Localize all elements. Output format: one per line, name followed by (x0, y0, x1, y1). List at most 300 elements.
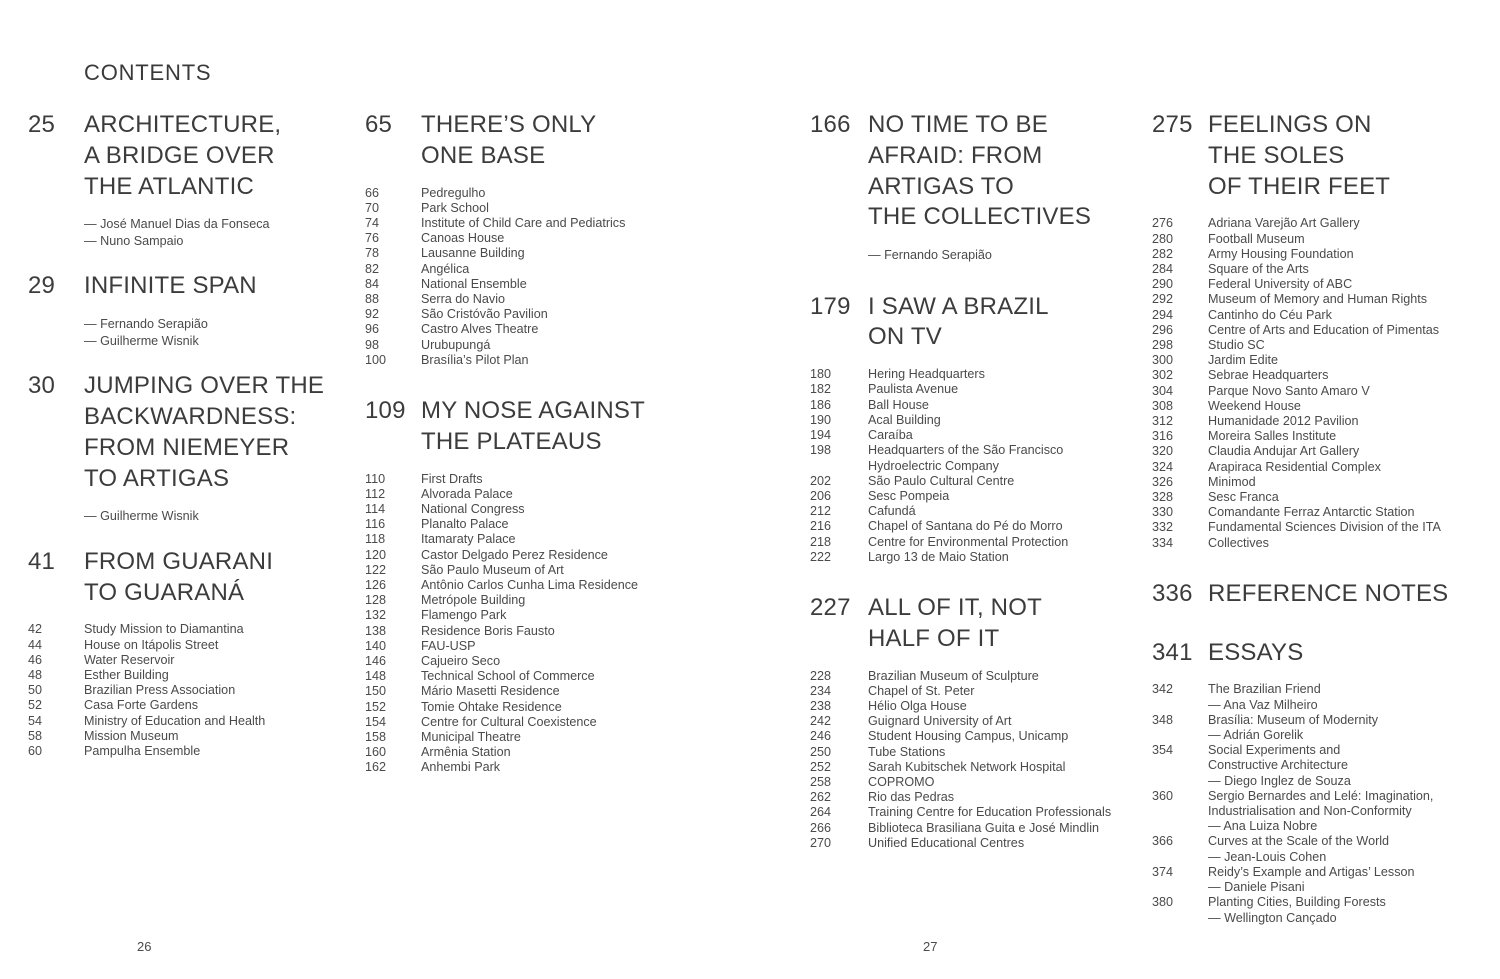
toc-entry (365, 730, 743, 745)
toc-entry (365, 684, 743, 699)
toc-section (28, 547, 358, 759)
toc-entry (1152, 460, 1494, 475)
toc-entry (1152, 865, 1494, 895)
entry-title (1208, 475, 1256, 490)
toc-entry (365, 502, 743, 517)
toc-entry (810, 382, 1148, 397)
entry-title-line: Anhembi Park (421, 760, 501, 775)
author-name: — José Manuel Dias da Fonseca (84, 217, 270, 232)
entry-title (421, 353, 529, 368)
entry-page-number: 324 (1152, 459, 1174, 474)
toc-entry (365, 246, 743, 261)
entry-title-line: Biblioteca Brasiliana Guita e José Mindlin (868, 820, 1100, 835)
toc-entry (1152, 475, 1494, 490)
toc-section (28, 110, 358, 249)
toc-entry (810, 729, 1148, 744)
entry-title (421, 292, 505, 307)
entry-title (421, 517, 509, 532)
entry-title-line: São Paulo Cultural Centre (868, 473, 1015, 488)
toc-entry (28, 729, 358, 744)
entry-title-line: National Congress (421, 502, 525, 517)
entry-title-line: Chapel of St. Peter (868, 683, 975, 698)
entry-title (1208, 460, 1381, 475)
entry-page-number: 348 (1152, 712, 1174, 727)
entry-title (1208, 682, 1321, 712)
entry-page-number: 316 (1152, 429, 1174, 444)
toc-entry (1152, 682, 1494, 712)
toc-entry (1152, 895, 1494, 925)
entry-page-number: 50 (28, 683, 43, 698)
toc-entry (28, 653, 358, 668)
entry-title-line: Sesc Pompeia (868, 488, 950, 503)
entry-title-line: Mário Masetti Residence (421, 684, 560, 699)
toc-section (1152, 638, 1494, 926)
entry-page-number: 118 (365, 532, 386, 547)
section-heading (28, 110, 358, 202)
entry-page-number: 46 (28, 652, 43, 667)
entry-title-line: São Cristóvão Pavilion (421, 307, 548, 322)
entry-title (868, 790, 954, 805)
entry-title (421, 487, 513, 502)
entry-page-number: 354 (1152, 743, 1174, 758)
entry-title-line: Brazilian Museum of Sculpture (868, 668, 1039, 683)
entry-title-line: Square of the Arts (1208, 262, 1309, 276)
section-title (84, 110, 281, 202)
entry-title (868, 805, 1111, 820)
toc-entry (810, 519, 1148, 534)
toc-entry (365, 563, 743, 578)
toc-section (1152, 579, 1494, 610)
entry-title-line: Planting Cities, Building Forests (1208, 895, 1386, 910)
entry-title-line: Centre for Environmental Protection (868, 534, 1069, 549)
author-name: — Guilherme Wisnik (84, 333, 199, 348)
entry-page-number: 380 (1152, 895, 1174, 910)
entry-title-line: Esther Building (84, 668, 169, 683)
entry-page-number: 312 (1152, 414, 1174, 429)
section-entries (28, 622, 358, 759)
section-title-line: A BRIDGE OVER (84, 141, 275, 169)
entry-page-number: 58 (28, 728, 43, 743)
toc-entry (810, 367, 1148, 382)
entry-page-number: 140 (365, 638, 387, 653)
entry-title (421, 277, 527, 292)
entry-title-line: Headquarters of the São Francisco (868, 443, 1064, 458)
entry-title-line: Technical School of Commerce (421, 669, 595, 684)
entry-page-number: 150 (365, 684, 387, 699)
section-start-page: 41 (28, 547, 56, 575)
page-number-left: 26 (137, 939, 152, 954)
entry-title-line: — Jean-Louis Cohen (1208, 849, 1327, 864)
section-title-line: THE ATLANTIC (84, 172, 254, 200)
entry-title-line: Cantinho do Céu Park (1208, 307, 1332, 322)
entry-page-number: 320 (1152, 444, 1174, 459)
entry-title-line: Sarah Kubitschek Network Hospital (868, 759, 1066, 774)
toc-entry (28, 638, 358, 653)
section-start-page: 25 (28, 111, 56, 138)
entry-page-number: 42 (28, 622, 43, 637)
section-title-line: AFRAID: FROM (868, 141, 1043, 169)
section-heading (810, 593, 1148, 655)
entry-page-number: 228 (810, 668, 832, 683)
section-start-page: 166 (810, 111, 851, 138)
entry-title (1208, 247, 1354, 262)
entry-title (421, 760, 500, 775)
entry-page-number: 302 (1152, 368, 1174, 383)
entry-title (868, 699, 967, 714)
author-name: — Nuno Sampaio (84, 233, 184, 248)
entry-page-number: 284 (1152, 262, 1174, 276)
entry-title-line: Rio das Pedras (868, 790, 955, 805)
entry-title-line: Tomie Ohtake Residence (421, 699, 562, 714)
entry-title-line: Centre for Cultural Coexistence (421, 714, 597, 729)
toc-entry (365, 201, 743, 216)
toc-entry (1152, 262, 1494, 277)
toc-entry (1152, 216, 1494, 231)
entry-title-line: Antônio Carlos Cunha Lima Residence (421, 578, 639, 593)
entry-title-line: Residence Boris Fausto (421, 623, 555, 638)
entry-page-number: 180 (810, 367, 832, 382)
entry-title-line: — Wellington Cançado (1208, 910, 1337, 925)
entry-title (868, 474, 1014, 489)
entry-title-line: Largo 13 de Maio Station (868, 549, 1009, 564)
entry-title-line: Canoas House (421, 231, 505, 246)
entry-title-line: Curves at the Scale of the World (1208, 834, 1390, 849)
entry-title (1208, 232, 1305, 247)
entry-title (868, 745, 945, 760)
toc-entry (810, 836, 1148, 851)
toc-entry (28, 744, 358, 759)
entry-title (1208, 414, 1359, 429)
entry-title-line: Pedregulho (421, 185, 486, 200)
entry-page-number: 114 (365, 502, 386, 517)
entry-title-line: Castor Delgado Perez Residence (421, 547, 608, 562)
author-name: — Fernando Serapião (84, 317, 208, 332)
toc-entry (365, 700, 743, 715)
entry-title-line: Acal Building (868, 412, 941, 427)
entry-title (1208, 520, 1441, 535)
section-title-line: JUMPING OVER THE (84, 372, 325, 400)
toc-entry (365, 624, 743, 639)
entry-title-line: Sesc Franca (1208, 490, 1279, 505)
entry-title-line: Reidy’s Example and Artigas’ Lesson (1208, 864, 1415, 879)
entry-page-number: 246 (810, 729, 832, 744)
entry-title (868, 775, 934, 790)
entry-page-number: 308 (1152, 398, 1174, 413)
entry-title (868, 684, 974, 699)
entry-title (1208, 292, 1427, 307)
entry-title (1208, 536, 1269, 551)
section-title-line: HALF OF IT (868, 624, 1000, 652)
entry-title-line: Lausanne Building (421, 246, 525, 261)
entry-page-number: 206 (810, 488, 832, 503)
section-entries (810, 669, 1148, 851)
entry-title-line: Chapel of Santana do Pé do Morro (868, 519, 1063, 534)
entry-title-line: FAU-USP (421, 638, 476, 653)
entry-title-line: First Drafts (421, 471, 483, 486)
toc-entry (1152, 399, 1494, 414)
toc-entry (365, 322, 743, 337)
entry-title (1208, 384, 1370, 399)
toc-column-3 (810, 110, 1148, 851)
toc-section (28, 271, 358, 349)
toc-entry (1152, 292, 1494, 307)
entry-page-number: 298 (1152, 338, 1174, 353)
entry-title-line: Casa Forte Gardens (84, 698, 199, 713)
entry-title-line: — Diego Inglez de Souza (1208, 773, 1351, 788)
author-name: — Fernando Serapião (868, 248, 992, 263)
section-heading (365, 396, 743, 458)
toc-entry (810, 669, 1148, 684)
section-heading (810, 110, 1148, 233)
entry-title (421, 593, 525, 608)
toc-entry (810, 821, 1148, 836)
entry-title (1208, 490, 1279, 505)
section-heading (1152, 638, 1494, 669)
entry-title (421, 669, 595, 684)
entry-title (868, 821, 1099, 836)
section-title-line: TO GUARANÁ (84, 578, 245, 606)
toc-entry (810, 684, 1148, 699)
entry-title (1208, 262, 1309, 277)
entry-title-line: Pampulha Ensemble (84, 744, 201, 759)
entry-title-line: Tube Stations (868, 744, 946, 759)
entry-page-number: 158 (365, 730, 387, 745)
toc-entry (365, 216, 743, 231)
entry-title (84, 653, 175, 668)
entry-title-line: Ball House (868, 397, 929, 412)
toc-entry (365, 532, 743, 547)
toc-entry (365, 353, 743, 368)
section-start-page: 30 (28, 372, 56, 400)
entry-title-line: — Ana Luiza Nobre (1208, 819, 1318, 834)
entry-title (421, 654, 500, 669)
entry-page-number: 330 (1152, 505, 1174, 520)
toc-entry (810, 550, 1148, 565)
section-title (868, 593, 1042, 655)
entry-title-line: Claudia Andujar Art Gallery (1208, 444, 1360, 459)
section-title-line: THERE’S ONLY (421, 111, 597, 138)
entry-page-number: 60 (28, 744, 43, 759)
entry-title-line: House on Itápolis Street (84, 637, 219, 652)
entry-page-number: 76 (365, 231, 380, 246)
section-authors (84, 508, 358, 525)
entry-title-line: National Ensemble (421, 276, 527, 291)
entry-title-line: — Ana Vaz Milheiro (1208, 697, 1318, 712)
entry-title (1208, 338, 1265, 353)
section-title (84, 371, 324, 494)
entry-title-line: Social Experiments and (1208, 743, 1341, 758)
entry-title (1208, 323, 1439, 338)
section-title-line: ESSAYS (1208, 638, 1304, 666)
entry-title (421, 231, 504, 246)
entry-page-number: 54 (28, 713, 43, 728)
toc-column-4 (1152, 110, 1494, 926)
entry-page-number: 78 (365, 246, 380, 261)
entry-title-line: Minimod (1208, 474, 1256, 489)
entry-title-line: Park School (421, 200, 489, 215)
entry-title (868, 836, 1024, 851)
section-entries (365, 472, 743, 776)
entry-title (868, 382, 958, 397)
entry-title-line: Adriana Varejão Art Gallery (1208, 216, 1360, 231)
entry-title (421, 639, 476, 654)
entry-title-line: Fundamental Sciences Division of the ITA (1208, 520, 1441, 535)
entry-page-number: 252 (810, 759, 832, 774)
section-heading (28, 371, 358, 494)
toc-entry (1152, 323, 1494, 338)
entry-title (421, 578, 638, 593)
entry-page-number: 126 (365, 578, 387, 593)
toc-entry (810, 428, 1148, 443)
entry-title-line: Collectives (1208, 535, 1269, 550)
author-name: — Guilherme Wisnik (84, 509, 199, 524)
entry-page-number: 100 (365, 352, 387, 367)
entry-page-number: 70 (365, 200, 380, 215)
entry-title (1208, 308, 1332, 323)
section-title (421, 396, 645, 458)
toc-entry (1152, 520, 1494, 535)
entry-title (421, 322, 538, 337)
section-title (868, 292, 1049, 354)
entry-page-number: 202 (810, 473, 832, 488)
entry-page-number: 138 (365, 623, 387, 638)
entry-title (84, 683, 235, 698)
entry-title (868, 519, 1063, 534)
section-title-line: ARCHITECTURE, (84, 111, 282, 138)
toc-entry (365, 517, 743, 532)
toc-entry (28, 683, 358, 698)
section-title-line: ONE BASE (421, 141, 546, 169)
entry-page-number: 152 (365, 699, 387, 714)
entry-page-number: 132 (365, 608, 387, 623)
entry-title (1208, 216, 1360, 231)
entry-title-line: Moreira Salles Institute (1208, 429, 1337, 444)
page-number-right: 27 (923, 939, 938, 954)
section-title-line: ALL OF IT, NOT (868, 593, 1042, 621)
entry-title (421, 684, 560, 699)
entry-title (868, 398, 929, 413)
section-start-page: 109 (365, 397, 406, 425)
entry-title (84, 729, 178, 744)
section-entries (1152, 682, 1494, 925)
entry-title-line: Hydroelectric Company (868, 458, 999, 473)
entry-title-line: Humanidade 2012 Pavilion (1208, 414, 1359, 429)
section-start-page: 275 (1152, 111, 1193, 138)
toc-entry (1152, 368, 1494, 383)
entry-page-number: 300 (1152, 353, 1174, 368)
entry-page-number: 258 (810, 774, 832, 789)
section-title-line: ON TV (868, 323, 942, 351)
toc-entry (1152, 414, 1494, 429)
section-title-line: BACKWARDNESS: (84, 402, 297, 430)
entry-page-number: 218 (810, 534, 832, 549)
toc-section (810, 292, 1148, 565)
entry-title (421, 262, 469, 277)
entry-page-number: 292 (1152, 292, 1174, 307)
toc-section (365, 110, 743, 368)
entry-page-number: 334 (1152, 535, 1174, 550)
toc-column-1 (28, 110, 358, 759)
entry-page-number: 98 (365, 337, 380, 352)
entry-title-line: Hélio Olga House (868, 698, 967, 713)
entry-title (421, 246, 525, 261)
toc-entry (365, 307, 743, 322)
entry-page-number: 92 (365, 307, 380, 322)
entry-title-line: Arapiraca Residential Complex (1208, 459, 1381, 474)
entry-title (421, 608, 506, 623)
entry-title (421, 472, 483, 487)
entry-title-line: — Adrián Gorelik (1208, 728, 1304, 743)
section-heading (1152, 110, 1494, 202)
entry-title (1208, 789, 1433, 835)
section-title-line: THE PLATEAUS (421, 427, 602, 455)
entry-title (868, 428, 913, 443)
toc-entry (365, 608, 743, 623)
section-heading (28, 547, 358, 609)
section-title-line: THE SOLES (1208, 141, 1345, 169)
entry-page-number: 264 (810, 805, 832, 820)
entry-page-number: 328 (1152, 490, 1174, 505)
entry-title-line: Cajueiro Seco (421, 654, 501, 669)
entry-title-line: Mission Museum (84, 728, 179, 743)
toc-entry (810, 413, 1148, 428)
toc-section (365, 396, 743, 776)
section-title-line: THE COLLECTIVES (868, 203, 1092, 231)
toc-section (28, 371, 358, 525)
entry-page-number: 374 (1152, 864, 1174, 879)
toc-entry (365, 654, 743, 669)
entry-page-number: 162 (365, 760, 387, 775)
entry-title-line: Constructive Architecture (1208, 758, 1348, 773)
toc-section (1152, 110, 1494, 551)
section-title-line: FROM NIEMEYER (84, 433, 290, 461)
entry-title-line: Metrópole Building (421, 593, 526, 608)
entry-title-line: Armênia Station (421, 745, 511, 760)
entry-title (421, 307, 548, 322)
entry-title-line: Serra do Navio (421, 292, 505, 307)
section-title (1208, 579, 1448, 610)
entry-page-number: 198 (810, 443, 832, 458)
entry-title (421, 715, 597, 730)
entry-title (868, 367, 985, 382)
toc-entry (365, 338, 743, 353)
toc-entry (810, 790, 1148, 805)
toc-entry (1152, 277, 1494, 292)
entry-page-number: 266 (810, 820, 832, 835)
toc-entry (1152, 308, 1494, 323)
toc-entry (1152, 232, 1494, 247)
toc-entry (810, 489, 1148, 504)
entry-page-number: 296 (1152, 322, 1174, 337)
entry-title-line: Water Reservoir (84, 652, 175, 667)
entry-title-line: Planalto Palace (421, 517, 509, 532)
toc-entry (365, 578, 743, 593)
toc-entry (810, 775, 1148, 790)
entry-title-line: Alvorada Palace (421, 486, 513, 501)
section-start-page: 179 (810, 292, 851, 320)
entry-page-number: 182 (810, 382, 832, 397)
toc-entry (810, 714, 1148, 729)
entry-title-line: Training Centre for Education Professionals (868, 805, 1112, 820)
entry-page-number: 216 (810, 519, 832, 534)
entry-page-number: 294 (1152, 307, 1174, 322)
entry-title (1208, 895, 1386, 925)
toc-entry (365, 548, 743, 563)
toc-entry (810, 699, 1148, 714)
contents-heading: CONTENTS (84, 60, 212, 85)
toc-entry (1152, 505, 1494, 520)
section-heading (365, 110, 743, 172)
